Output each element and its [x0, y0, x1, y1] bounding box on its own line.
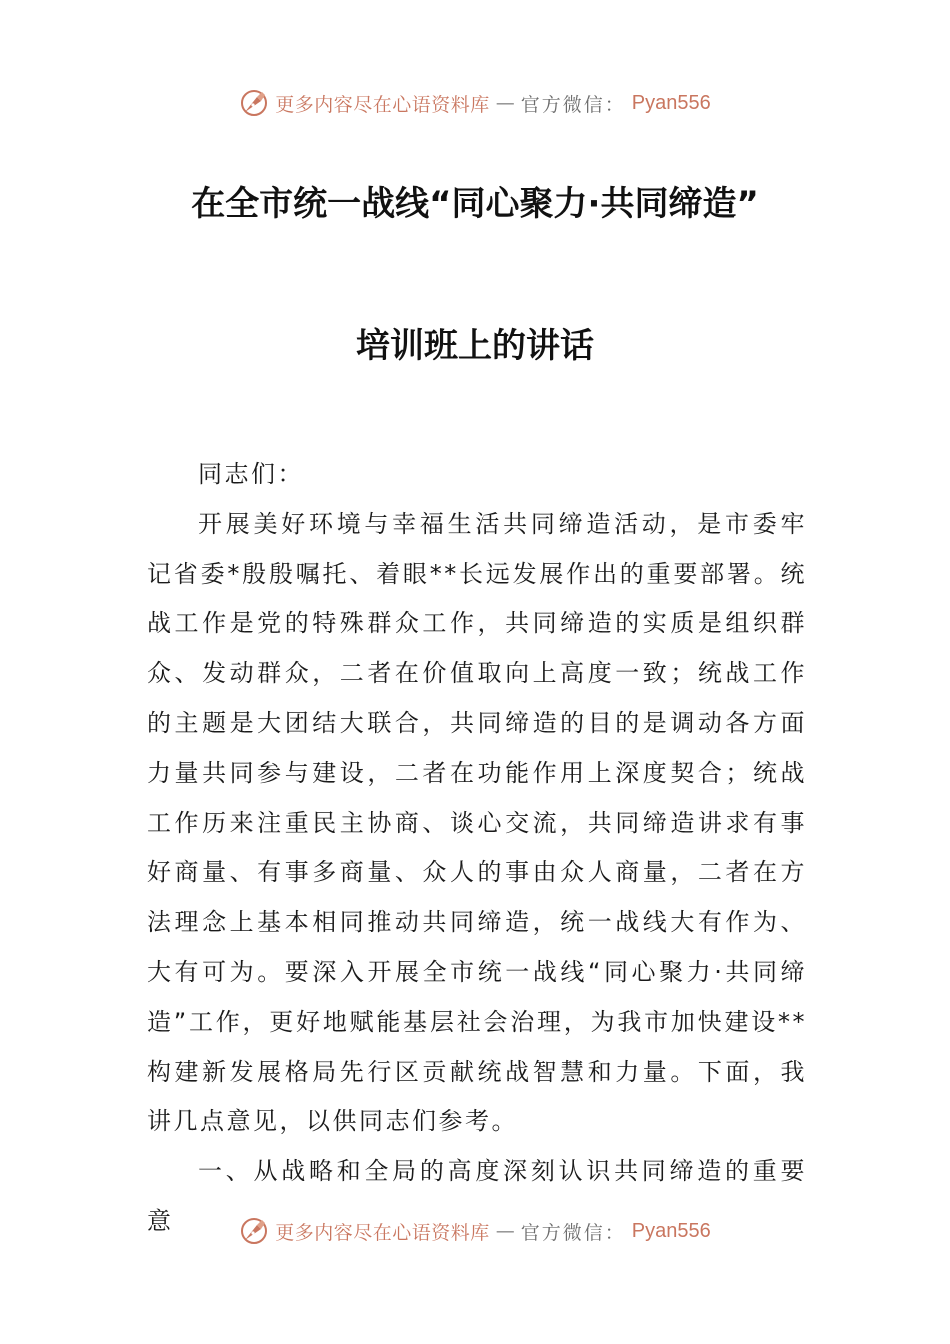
body-paragraph: 开展美好环境与幸福生活共同缔造活动，是市委牢记省委*殷殷嘱托、着眼**长远发展作出的重要部署。统战工作是党的特殊群众工作，共同缔造的实质是组织群众、发动群众，二者在价值取向上高度一致；统战工作的主题是大团结大联合，共同缔造的目的是调动各方面力量共同参与建设，二者在功能作用上深度契合；统战工作历来注重民主协商、谈心交流，共同缔造讲求有事好商量、有事多商量、众人的事由众人商量，二者在方法理念上基本相同推动共同缔造，统一战线大有作为、大有可为。要深入开展全市统一战线“同心聚力·共同缔造”工作，更好地赋能基层社会治理，为我市加快建设**构建新发展格局先行区贡献统战智慧和力量。下面，我讲几点意见，以供同志们参考。 [147, 509, 807, 1136]
watermark-wechat-id: Pyan556 [631, 91, 711, 114]
header-watermark [0, 83, 950, 123]
watermark-wechat-id: Pyan556 [631, 1219, 711, 1242]
document-body [147, 450, 807, 1247]
document-title-line-1: 在全市统一战线“同心聚力·共同缔造” [191, 184, 759, 224]
watermark-brand-text: 更多内容尽在心语资料库 [275, 1221, 490, 1244]
watermark-dash: — [495, 1220, 515, 1242]
pen-nib-logo-icon [239, 88, 269, 118]
document-title-line-2: 培训班上的讲话 [356, 326, 594, 366]
watermark-dash: — [495, 92, 515, 114]
watermark-official-label: 官方微信： [520, 1221, 626, 1244]
watermark-brand-text: 更多内容尽在心语资料库 [275, 93, 490, 116]
pen-nib-logo-icon [239, 1216, 269, 1246]
body-paragraph: 一、从战略和全局的高度深刻认识共同缔造的重要意 [147, 1157, 807, 1235]
watermark-official-label: 官方微信： [520, 93, 626, 116]
footer-watermark [0, 1211, 950, 1251]
salutation: 同志们： [198, 460, 304, 488]
